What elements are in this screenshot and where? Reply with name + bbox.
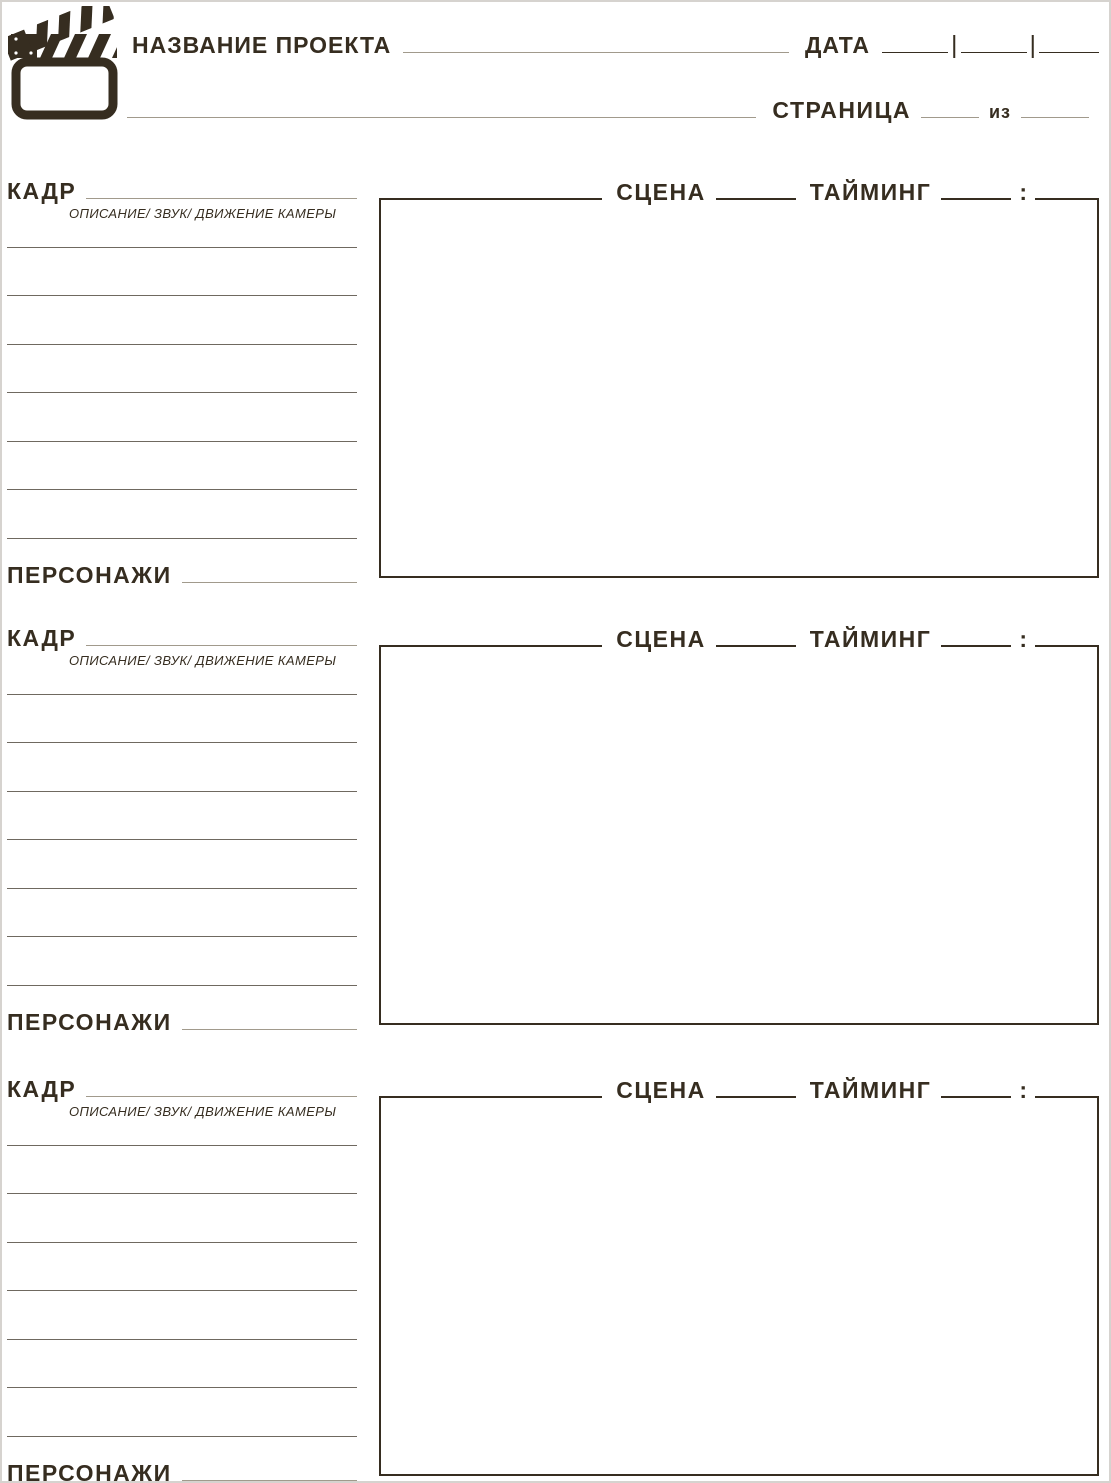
writing-line[interactable] (7, 490, 357, 539)
writing-line[interactable] (7, 393, 357, 442)
scene-label: СЦЕНА (616, 179, 706, 205)
description-hint-label: ОПИСАНИЕ/ ЗВУК/ ДВИЖЕНИЕ КАМЕРЫ (69, 653, 337, 668)
writing-line[interactable] (7, 792, 357, 841)
characters-row (7, 1011, 357, 1034)
frame-board-column (379, 181, 1099, 578)
board-top-line (379, 645, 602, 647)
scene-label: СЦЕНА (616, 1077, 706, 1103)
writing-line[interactable] (7, 1194, 357, 1243)
board-top-line (379, 1096, 602, 1098)
writing-line[interactable] (7, 1340, 357, 1389)
board-top-line (379, 198, 602, 200)
writing-line[interactable] (7, 743, 357, 792)
timing-colon: : (1019, 1077, 1027, 1103)
description-lines (7, 199, 357, 539)
page-total-field[interactable] (1021, 117, 1089, 118)
frame-label: КАДР (7, 1076, 77, 1102)
page-number-field[interactable] (921, 117, 979, 118)
frame-info-column (7, 1078, 357, 1483)
project-name-label: НАЗВАНИЕ ПРОЕКТА (132, 32, 392, 58)
storyboard-section (2, 1072, 1109, 1483)
frame-drawing-area[interactable] (379, 199, 1099, 578)
timing-label: ТАЙМИНГ (809, 626, 932, 652)
timing-colon: : (1019, 626, 1027, 652)
timing-colon: : (1019, 179, 1027, 205)
characters-field[interactable] (182, 1480, 357, 1481)
timing-minutes-field[interactable] (941, 1096, 1011, 1098)
storyboard-section (2, 174, 1109, 588)
date-label: ДАТА (804, 32, 870, 58)
frame-board-column (379, 1079, 1099, 1476)
frame-label: КАДР (7, 178, 77, 204)
description-hint-label: ОПИСАНИЕ/ ЗВУК/ ДВИЖЕНИЕ КАМЕРЫ (69, 1104, 337, 1119)
scene-number-field[interactable] (716, 198, 796, 200)
writing-line[interactable] (7, 199, 357, 248)
writing-line[interactable] (7, 345, 357, 394)
scene-number-field[interactable] (716, 645, 796, 647)
characters-row (7, 564, 357, 587)
timing-seconds-field[interactable] (1035, 1096, 1099, 1098)
timing-minutes-field[interactable] (941, 198, 1011, 200)
writing-line[interactable] (7, 695, 357, 744)
writing-line[interactable] (7, 1388, 357, 1437)
date-separator: | (951, 31, 958, 59)
scene-number-field[interactable] (716, 1096, 796, 1098)
project-note-field[interactable] (127, 117, 756, 118)
characters-field[interactable] (182, 582, 357, 583)
writing-line[interactable] (7, 248, 357, 297)
description-lines (7, 646, 357, 986)
page-number-label: СТРАНИЦА (772, 97, 911, 123)
characters-label: ПЕРСОНАЖИ (7, 1460, 172, 1483)
date-month-field[interactable] (961, 52, 1027, 53)
writing-line[interactable] (7, 889, 357, 938)
storyboard-section (2, 621, 1109, 1035)
writing-line[interactable] (7, 1146, 357, 1195)
timing-minutes-field[interactable] (941, 645, 1011, 647)
date-year-field[interactable] (1039, 52, 1099, 53)
page-of-label: из (988, 102, 1011, 122)
characters-label: ПЕРСОНАЖИ (7, 1009, 172, 1035)
date-day-field[interactable] (882, 52, 948, 53)
writing-line[interactable] (7, 296, 357, 345)
writing-line[interactable] (7, 442, 357, 491)
frame-info-column (7, 180, 357, 586)
timing-label: ТАЙМИНГ (809, 1077, 932, 1103)
header-title-row (132, 33, 1099, 58)
header-page-row (127, 99, 1099, 122)
frame-drawing-area[interactable] (379, 646, 1099, 1025)
characters-field[interactable] (182, 1029, 357, 1030)
description-hint-label: ОПИСАНИЕ/ ЗВУК/ ДВИЖЕНИЕ КАМЕРЫ (69, 206, 337, 221)
characters-row (7, 1462, 357, 1483)
characters-label: ПЕРСОНАЖИ (7, 562, 172, 588)
writing-line[interactable] (7, 646, 357, 695)
frame-drawing-area[interactable] (379, 1097, 1099, 1476)
frame-info-column (7, 627, 357, 1033)
writing-line[interactable] (7, 840, 357, 889)
frame-label: КАДР (7, 625, 77, 651)
clapperboard-icon (8, 6, 121, 124)
scene-label: СЦЕНА (616, 626, 706, 652)
description-lines (7, 1097, 357, 1437)
timing-seconds-field[interactable] (1035, 198, 1099, 200)
project-name-field[interactable] (403, 52, 789, 53)
writing-line[interactable] (7, 1243, 357, 1292)
timing-label: ТАЙМИНГ (809, 179, 932, 205)
writing-line[interactable] (7, 937, 357, 986)
frame-board-column (379, 628, 1099, 1025)
date-separator: | (1029, 31, 1036, 59)
writing-line[interactable] (7, 1097, 357, 1146)
timing-seconds-field[interactable] (1035, 645, 1099, 647)
writing-line[interactable] (7, 1291, 357, 1340)
